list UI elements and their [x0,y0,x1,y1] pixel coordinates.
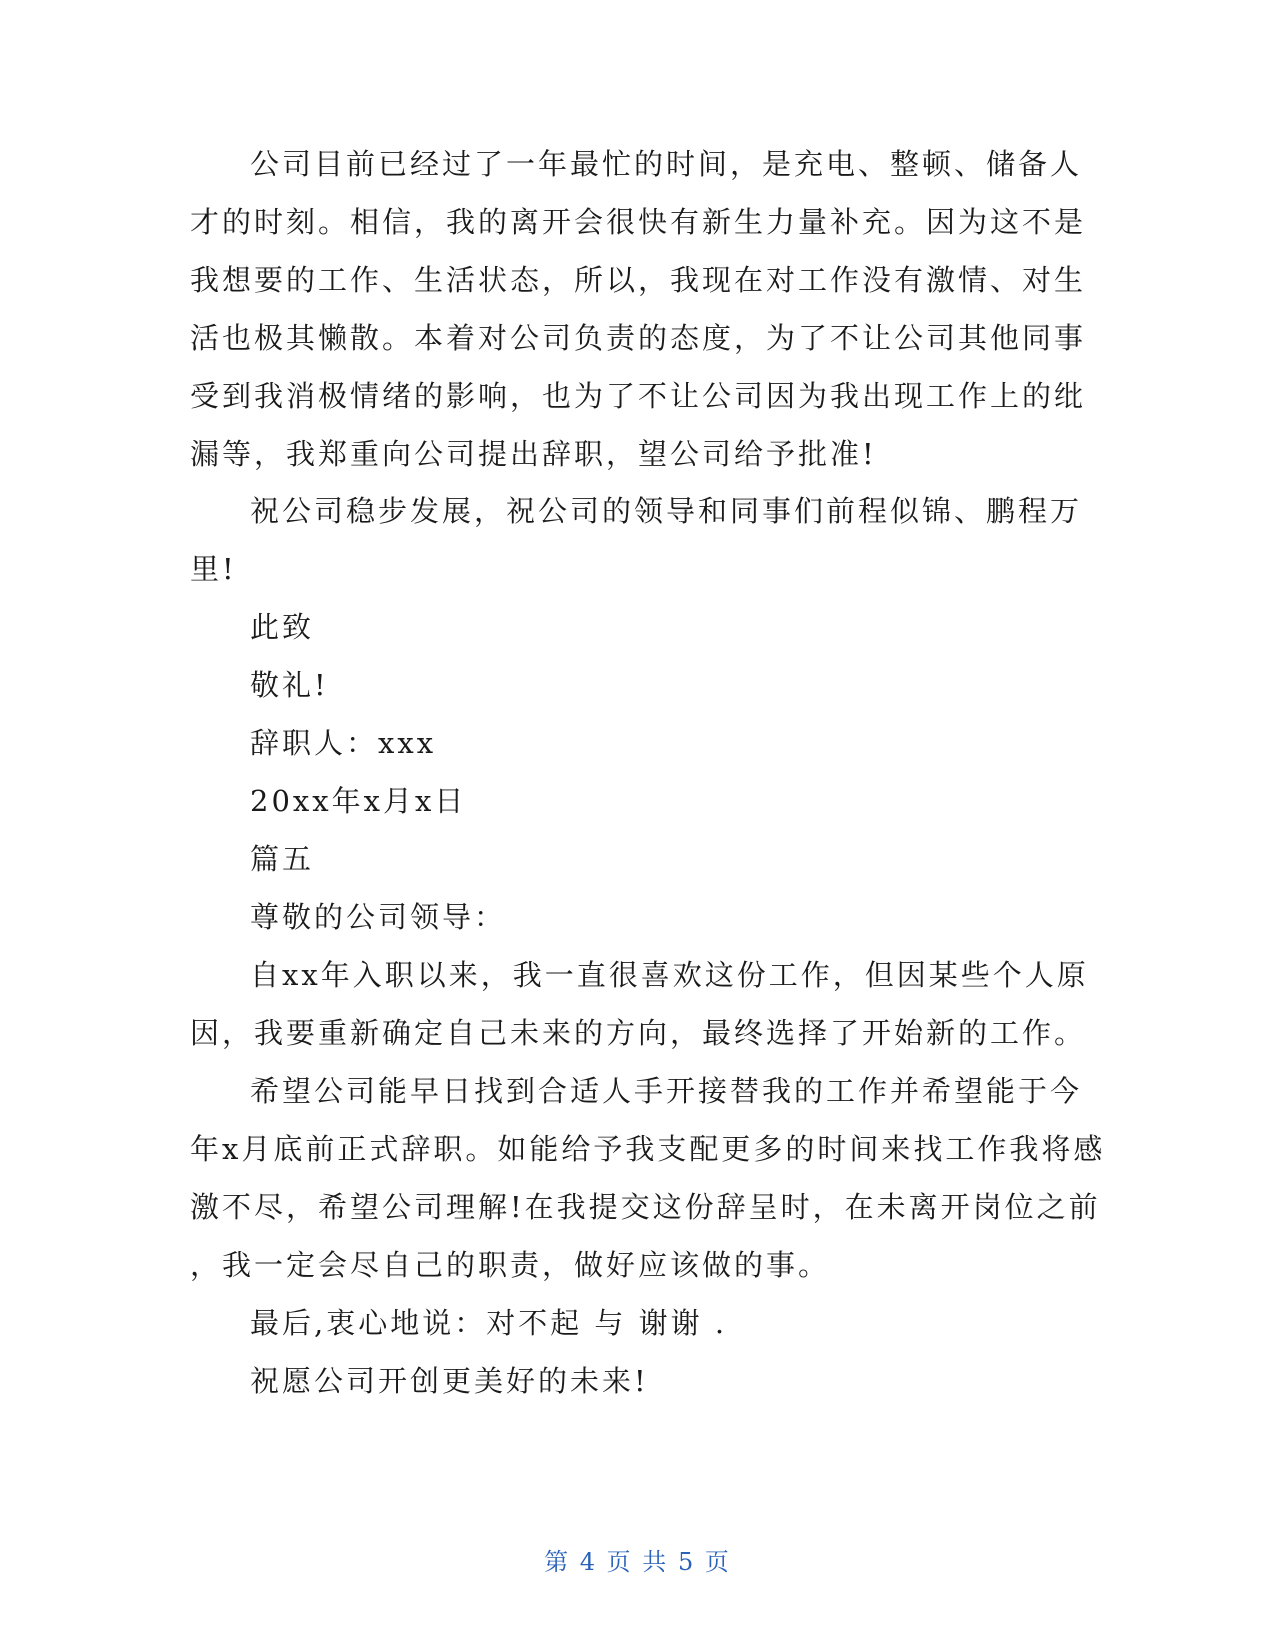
paragraph-line: 自xx年入职以来，我一直很喜欢这份工作，但因某些个人原 [250,958,1089,992]
paragraph-line: 公司目前已经过了一年最忙的时间，是充电、整顿、储备人 [250,147,1083,181]
signature-line: 辞职人：xxx [250,726,437,760]
section-heading: 篇五 [250,842,315,876]
paragraph-line: 受到我消极情绪的影响，也为了不让公司因为我出现工作上的纰 [190,379,1087,413]
paragraph-line: 年x月底前正式辞职。如能给予我支配更多的时间来找工作我将感 [190,1132,1106,1166]
paragraph-line: 活也极其懒散。本着对公司负责的态度，为了不让公司其他同事 [190,321,1087,355]
paragraph-line: 因，我要重新确定自己未来的方向，最终选择了开始新的工作。 [190,1016,1087,1050]
closing-salutation: 此致 [250,610,315,644]
page-number: 第 4 页 共 5 页 [544,1548,731,1576]
paragraph-line: 最后,衷心地说：对不起 与 谢谢 . [250,1306,728,1340]
greeting: 尊敬的公司领导： [250,900,507,934]
date-line: 20xx年x月x日 [250,784,467,818]
paragraph-line: 漏等，我郑重向公司提出辞职，望公司给予批准! [190,437,877,471]
paragraph-line: 激不尽，希望公司理解!在我提交这份辞呈时，在未离开岗位之前 [190,1190,1101,1224]
paragraph-line: 我想要的工作、生活状态，所以，我现在对工作没有激情、对生 [190,263,1087,297]
paragraph-line: ，我一定会尽自己的职责，做好应该做的事。 [190,1248,831,1282]
paragraph-line: 才的时刻。相信，我的离开会很快有新生力量补充。因为这不是 [190,205,1087,239]
paragraph-line: 希望公司能早日找到合适人手开接替我的工作并希望能于今 [250,1074,1083,1108]
paragraph-line: 祝愿公司开创更美好的未来! [250,1364,649,1398]
paragraph-line: 祝公司稳步发展，祝公司的领导和同事们前程似锦、鹏程万 [250,494,1083,528]
paragraph-line: 里! [190,552,237,586]
closing-regards: 敬礼! [250,668,329,702]
